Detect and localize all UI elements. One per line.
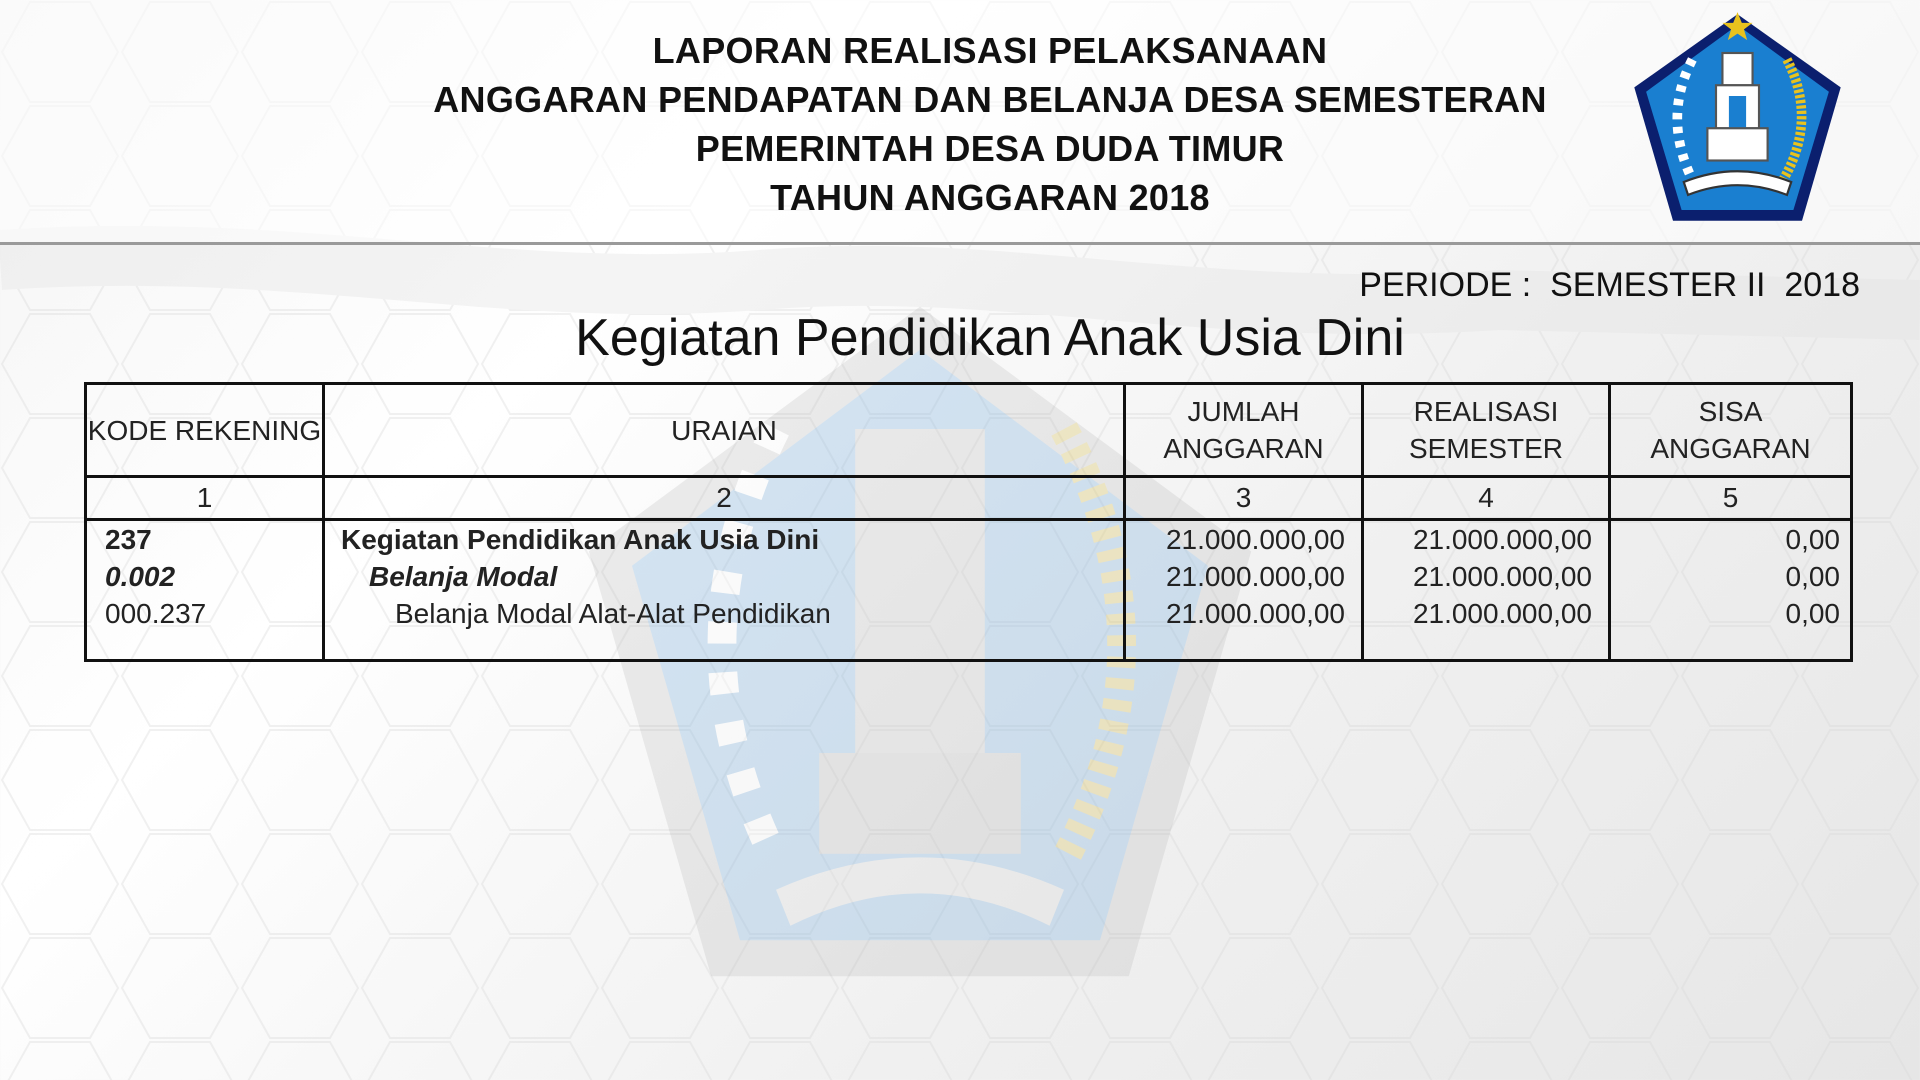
realisasi-value: 21.000.000,00 <box>1412 524 1592 555</box>
header-sisa-anggaran: SISA ANGGARAN <box>1610 384 1852 477</box>
kode-rekening-cell <box>86 520 324 661</box>
title-line-3: PEMERINTAH DESA DUDA TIMUR <box>695 128 1285 169</box>
header-kode-rekening: KODE REKENING <box>86 384 324 477</box>
header-uraian: URAIAN <box>324 384 1125 477</box>
title-line-4: TAHUN ANGGARAN 2018 <box>770 177 1210 218</box>
title-line-1: LAPORAN REALISASI PELAKSANAAN <box>652 30 1328 71</box>
sisa-value: 0,00 <box>1785 561 1840 592</box>
header-realisasi-semester: REALISASI SEMESTER <box>1363 384 1610 477</box>
budget-realization-table <box>84 382 1853 662</box>
sisa-anggaran-cell <box>1610 520 1852 661</box>
column-number-row <box>86 477 1852 520</box>
uraian-value: Kegiatan Pendidikan Anak Usia Dini <box>341 524 820 555</box>
column-number: 2 <box>324 477 1125 520</box>
sisa-value: 0,00 <box>1785 524 1840 555</box>
realisasi-semester-cell <box>1363 520 1610 661</box>
periode-label: PERIODE : SEMESTER II 2018 <box>1359 266 1860 304</box>
column-number: 1 <box>86 477 324 520</box>
uraian-value: Belanja Modal <box>369 561 558 592</box>
table-header-row <box>86 384 1852 477</box>
title-line-2: ANGGARAN PENDAPATAN DAN BELANJA DESA SEMESTERAN <box>433 79 1547 120</box>
uraian-cell <box>324 520 1125 661</box>
column-number: 5 <box>1610 477 1852 520</box>
kode-value: 237 <box>105 524 152 555</box>
realisasi-value: 21.000.000,00 <box>1412 598 1592 629</box>
table-body-row <box>86 520 1852 661</box>
uraian-value: Belanja Modal Alat-Alat Pendidikan <box>395 598 831 629</box>
jumlah-anggaran-cell <box>1125 520 1363 661</box>
section-title: Kegiatan Pendidikan Anak Usia Dini <box>575 309 1405 367</box>
regency-emblem-icon <box>1625 10 1850 225</box>
kode-value: 0.002 <box>105 561 176 592</box>
realisasi-value: 21.000.000,00 <box>1412 561 1592 592</box>
jumlah-value: 21.000.000,00 <box>1165 524 1345 555</box>
jumlah-value: 21.000.000,00 <box>1165 598 1345 629</box>
report-header <box>0 0 1920 245</box>
sisa-value: 0,00 <box>1785 598 1840 629</box>
kode-value: 000.237 <box>105 598 207 629</box>
column-number: 4 <box>1363 477 1610 520</box>
report-title <box>300 26 1680 222</box>
header-jumlah-anggaran: JUMLAH ANGGARAN <box>1125 384 1363 477</box>
column-number: 3 <box>1125 477 1363 520</box>
jumlah-value: 21.000.000,00 <box>1165 561 1345 592</box>
